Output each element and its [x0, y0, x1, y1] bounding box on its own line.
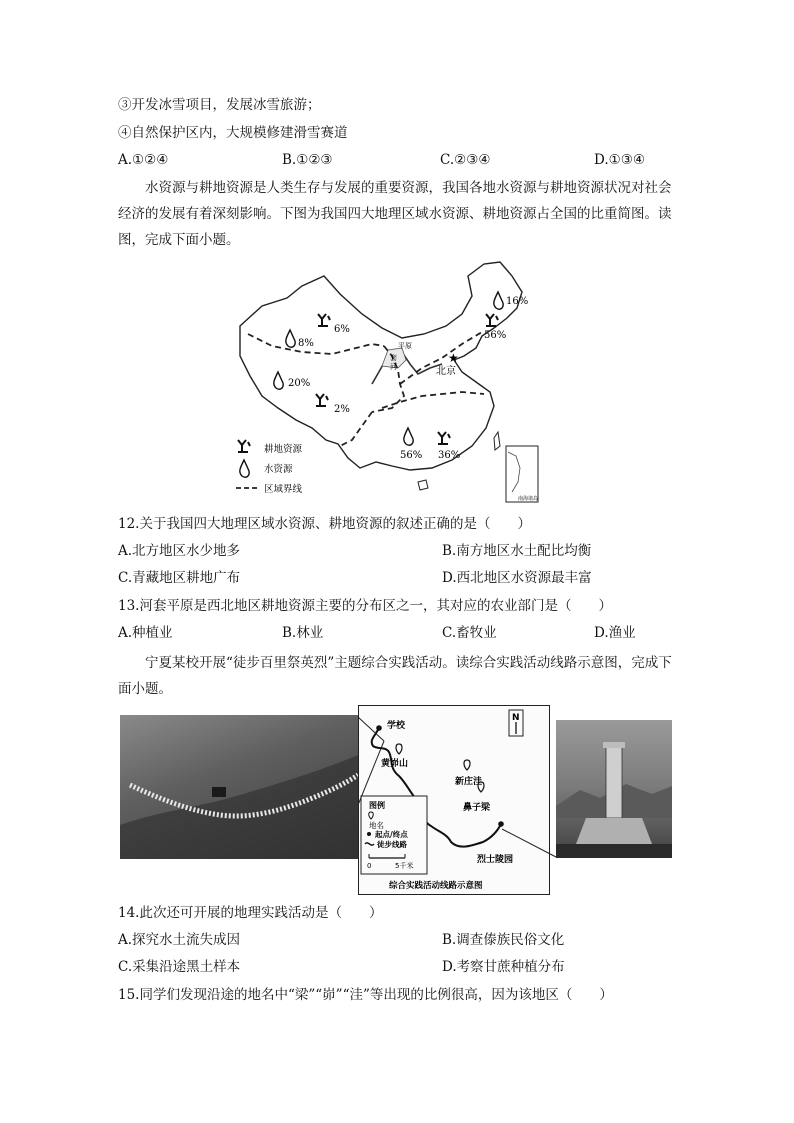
- pingyuan-label: 平原: [398, 342, 412, 350]
- northeast-land-icon: [486, 314, 498, 326]
- china-outline: [240, 262, 522, 470]
- monument-top: [603, 742, 625, 748]
- monument-obelisk: [606, 746, 622, 818]
- northwest-land-icon: [318, 314, 330, 326]
- xinzhuangwa-label: 新庄洼: [455, 777, 483, 787]
- q11-choice-c: C.②③④: [440, 152, 491, 168]
- monument-photo-svg: [556, 720, 672, 858]
- qingzang-land-icon: [316, 394, 328, 406]
- beijing-label: 北京: [436, 366, 456, 377]
- northwest-land-value: 6%: [334, 324, 350, 335]
- intro-paragraph-hiking: 宁夏某校开展“徒步百里祭英烈”主题综合实践活动。读综合实践活动线路示意图，完成下面小题。: [118, 655, 672, 697]
- q13-choice-b: B.林业: [282, 625, 324, 641]
- qingzang-water-value: 20%: [288, 378, 311, 389]
- northeast-water-icon: [494, 292, 503, 309]
- south-land-icon: [438, 432, 450, 444]
- intro-paragraph-water-land: 水资源与耕地资源是人类生存与发展的重要资源，我国各地水资源与耕地资源状况对社会经济的发展有着深刻影响。下图为我国四大地理区域水资源、耕地资源占全国的比重简图。读图，完成下面小题。: [118, 180, 672, 248]
- taiwan-island: [494, 432, 500, 450]
- q12-choice-b: B.南方地区水土配比均衡: [442, 543, 592, 559]
- huangmaoshan-label: 黄峁山: [381, 759, 409, 769]
- photo-ground: [556, 844, 672, 858]
- connector-school-left-bottom: [358, 741, 384, 805]
- boundary-north-south: [382, 392, 484, 408]
- inset-label: 南海诸岛: [518, 496, 539, 502]
- south-china-sea-inset: [506, 446, 538, 502]
- scale-five: 5千米: [395, 862, 414, 870]
- q11-choice-b: B.①②③: [282, 152, 333, 168]
- hainan-island: [418, 480, 428, 490]
- inset-coast: [508, 452, 520, 492]
- south-water-value: 56%: [400, 450, 423, 461]
- qingzang-land-value: 2%: [334, 404, 350, 415]
- route-legend-endpoint: 起点/终点: [375, 830, 408, 839]
- q15-stem: 15.同学们发现沿途的地名中“梁”“峁”“洼”等出现的比例很高，因为该地区（ ）: [118, 987, 613, 1003]
- q11-choice-d: D.①③④: [594, 152, 645, 168]
- connector-school-left-top: [358, 717, 384, 741]
- q12-stem: 12.关于我国四大地理区域水资源、耕地资源的叙述正确的是（ ）: [118, 516, 531, 532]
- monument-base: [576, 818, 652, 844]
- q13-choice-c: C.畜牧业: [442, 625, 497, 641]
- q11-choice-a: A.①②④: [118, 152, 169, 168]
- beijing-star-icon: ★: [448, 351, 459, 365]
- connector-cemetery-right: [502, 829, 556, 857]
- northwest-water-icon: [286, 330, 295, 347]
- boundary-qingzang-south: [340, 412, 372, 446]
- legend-water-label: 水资源: [264, 464, 293, 475]
- yellow-river: [372, 352, 442, 384]
- route-map-caption: 综合实践活动线路示意图: [389, 881, 483, 891]
- legend-boundary-label: 区域界线: [264, 484, 303, 495]
- q14-choice-d: D.考察甘蔗种植分布: [442, 959, 565, 975]
- lieshilingyuan-label: 烈士陵园: [477, 855, 514, 865]
- q14-stem: 14.此次还可开展的地理实践活动是（ ）: [118, 905, 383, 921]
- northeast-water-value: 16%: [506, 296, 529, 307]
- connector-lines: [200, 705, 560, 865]
- q13-choice-a: A.种植业: [118, 625, 173, 641]
- boundary-north-northwest: [248, 334, 384, 354]
- q12-choice-a: A.北方地区水少地多: [118, 543, 241, 559]
- q13-choice-d: D.渔业: [594, 625, 636, 641]
- south-land-value: 36%: [438, 450, 461, 461]
- route-legend-place: 地名: [369, 821, 384, 830]
- school-label: 学校: [387, 721, 406, 731]
- q13-stem: 13.河套平原是西北地区耕地资源主要的分布区之一，其对应的农业部门是（ ）: [118, 598, 612, 614]
- qingzang-water-icon: [274, 372, 283, 389]
- china-map-svg: [232, 256, 542, 508]
- hetao-label-2: 河: [390, 363, 397, 371]
- route-legend-route: 徒步线路: [377, 840, 407, 849]
- scale-zero: 0: [367, 862, 372, 870]
- option-3: ③开发冰雪项目，发展冰雪旅游；: [118, 97, 321, 113]
- legend-water-icon: [240, 460, 249, 477]
- option-4: ④自然保护区内，大规模修建滑雪赛道: [118, 125, 348, 141]
- bizilang-label: 鼻子梁: [463, 803, 491, 813]
- north-label: N: [512, 713, 520, 723]
- hetao-label: 套: [390, 354, 397, 362]
- q14-choice-a: A.探究水土流失成因: [118, 932, 241, 948]
- northwest-water-value: 8%: [298, 338, 314, 349]
- legend-land-icon: [238, 440, 250, 452]
- northeast-land-value: 56%: [484, 330, 507, 341]
- q14-choice-b: B.调查傣族民俗文化: [442, 932, 565, 948]
- china-resource-map: [232, 256, 542, 508]
- q12-choice-d: D.西北地区水资源最丰富: [442, 570, 592, 586]
- martyrs-monument-photo: [556, 720, 672, 858]
- south-water-icon: [404, 428, 413, 445]
- route-legend-title: 图例: [369, 801, 385, 810]
- q14-choice-c: C.采集沿途黑土样本: [118, 959, 241, 975]
- legend-land-label: 耕地资源: [264, 444, 303, 455]
- q12-choice-c: C.青藏地区耕地广布: [118, 570, 241, 586]
